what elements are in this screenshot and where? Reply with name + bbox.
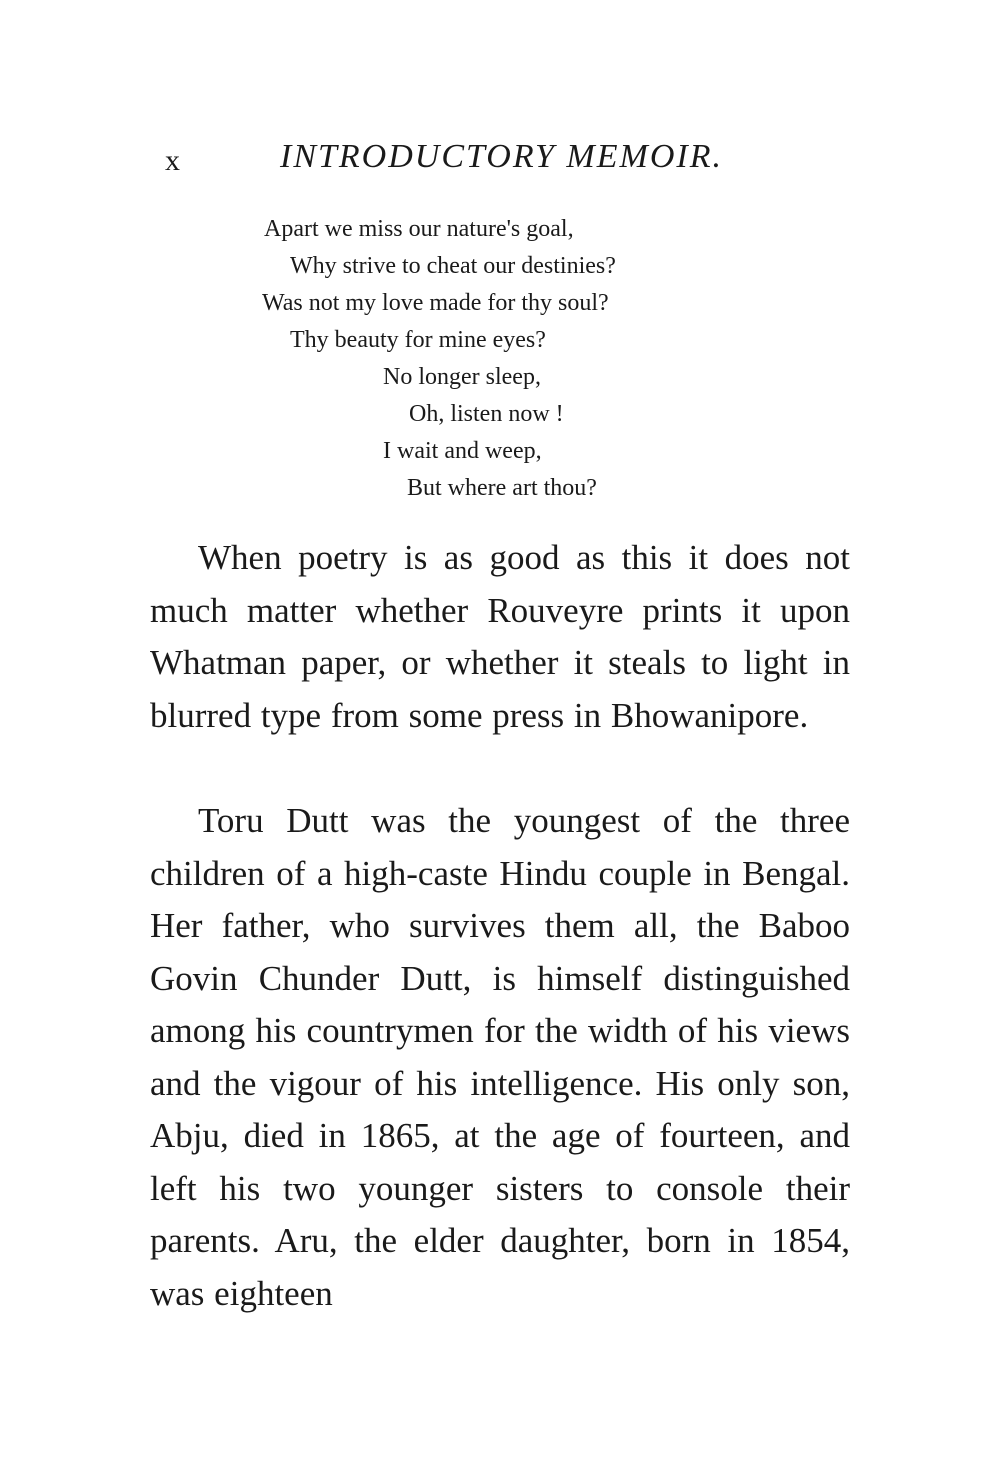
poem-line: Was not my love made for thy soul? [262,290,609,316]
poem-line: Thy beauty for mine eyes? [290,327,546,353]
poem-line: But where art thou? [407,475,597,501]
paragraph-text: When poetry is as good as this it does not much matter whether Rouveyre prints it upon Whatman paper, or whether it steals to light in blurred type from some press in Bhowanipore. [150,538,850,735]
paragraph-text: Toru Dutt was the youngest of the three children of a high-caste Hindu couple in Bengal. Her father, who survives them all, the Baboo Govin Chunder Dutt, is himself distinguished among his countrymen for the width of his views and the vigour of his intelligence. His only son, Abju, died in 1865, at the age of fourteen, and left his two younger sisters to console their parents. Aru, the elder daughter, born in 1854, was eighteen [150,801,850,1313]
poem-line: I wait and weep, [383,438,542,464]
page-header [165,138,805,188]
page-number: x [165,144,180,177]
paragraph-1 [150,532,850,742]
poem-line: Oh, listen now ! [409,401,564,427]
poem-line: Apart we miss our nature's goal, [264,216,574,242]
running-title: INTRODUCTORY MEMOIR. [280,138,723,175]
paragraph-2 [150,795,850,1320]
poem-line: No longer sleep, [383,364,541,390]
poem-line: Why strive to cheat our destinies? [290,253,616,279]
